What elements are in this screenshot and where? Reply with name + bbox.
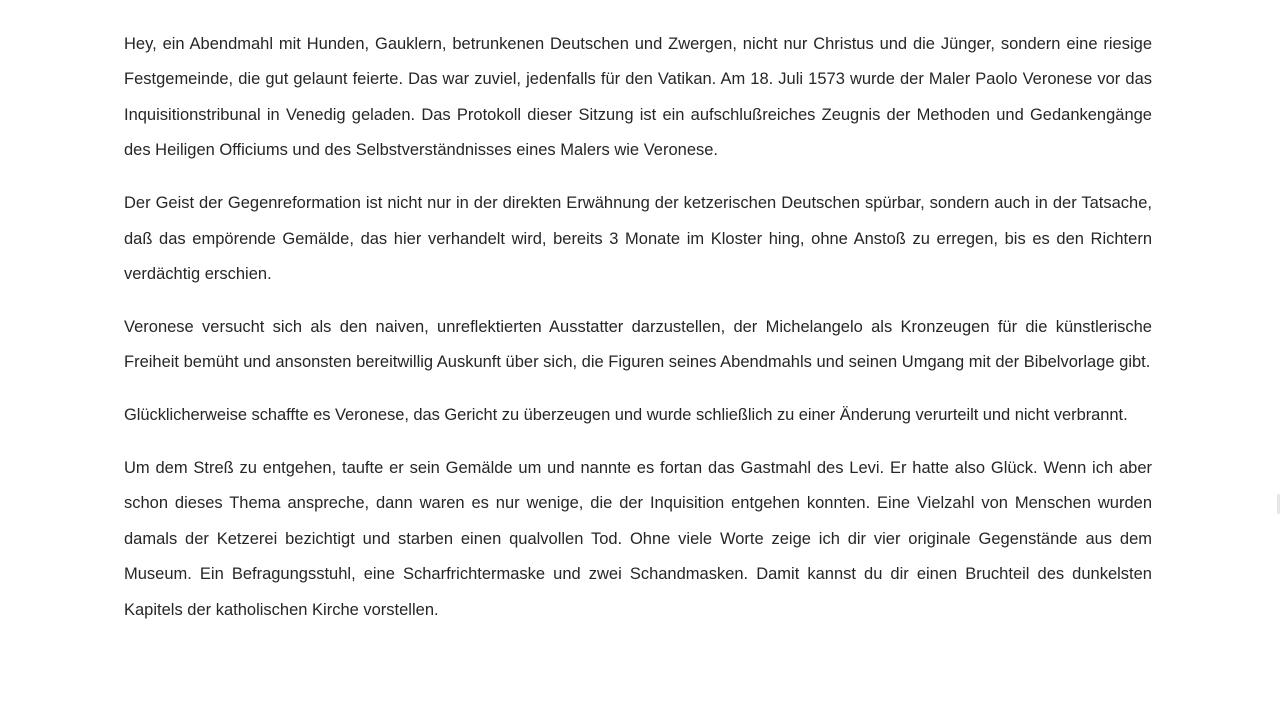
paragraph-gastmahl-des-levi: Um dem Streß zu entgehen, taufte er sein Gemälde um und nannte es fortan das Gastmahl des Levi. Er hatte also Glück. Wenn ich aber schon dieses Thema anspreche, dann waren es nur wenige, die der Inquisition entgehen konnten. Eine Vielzahl von Menschen wurden damals der Ketzerei bezichtigt und starben einen qualvollen Tod. Ohne viele Worte zeige ich dir vier originale Gegenstände aus dem Museum. Ein Befragungsstuhl, eine Scharfrichtermaske und zwei Schandmasken. Damit kannst du dir einen Bruchteil des dunkelsten Kapitels der katholischen Kirche vorstellen. <box>124 459 1152 619</box>
paragraph-veronese-abendmahl: Hey, ein Abendmahl mit Hunden, Gauklern, betrunkenen Deutschen und Zwergen, nicht nur Christus und die Jünger, sondern eine riesige Festgemeinde, die gut gelaunt feierte. Das war zuviel, jedenfalls für den Vatikan. Am 18. Juli 1573 wurde der Maler Paolo Veronese vor das Inquisitionstribunal in Venedig geladen. Das Protokoll dieser Sitzung ist ein aufschlußreiches Zeugnis der Methoden und Gedankengänge des Heiligen Officiums und des Selbstverständnisses eines Malers wie Veronese. <box>124 35 1152 160</box>
paragraph-urteil: Glücklicherweise schaffte es Veronese, das Gericht zu überzeugen und wurde schließlich zu einer Änderung verurteilt und nicht verbrannt. <box>124 406 1128 425</box>
paragraph-veronese-verteidigung: Veronese versucht sich als den naiven, unreflektierten Ausstatter darzustellen, der Michelangelo als Kronzeugen für die künstlerische Freiheit bemüht und ansonsten bereitwillig Auskunft über sich, die Figuren seines Abendmahls und seinen Umgang mit der Bibelvorlage gibt. <box>124 317 1152 372</box>
paragraph-gegenreformation: Der Geist der Gegenreformation ist nicht nur in der direkten Erwähnung der ketzerischen Deutschen spürbar, sondern auch in der Tatsache, daß das empörende Gemälde, das hier verhandelt wird, bereits 3 Monate im Kloster hing, ohne Anstoß zu erregen, bis es den Richtern verdächtig erschien. <box>124 194 1152 283</box>
document-body <box>124 27 1152 646</box>
